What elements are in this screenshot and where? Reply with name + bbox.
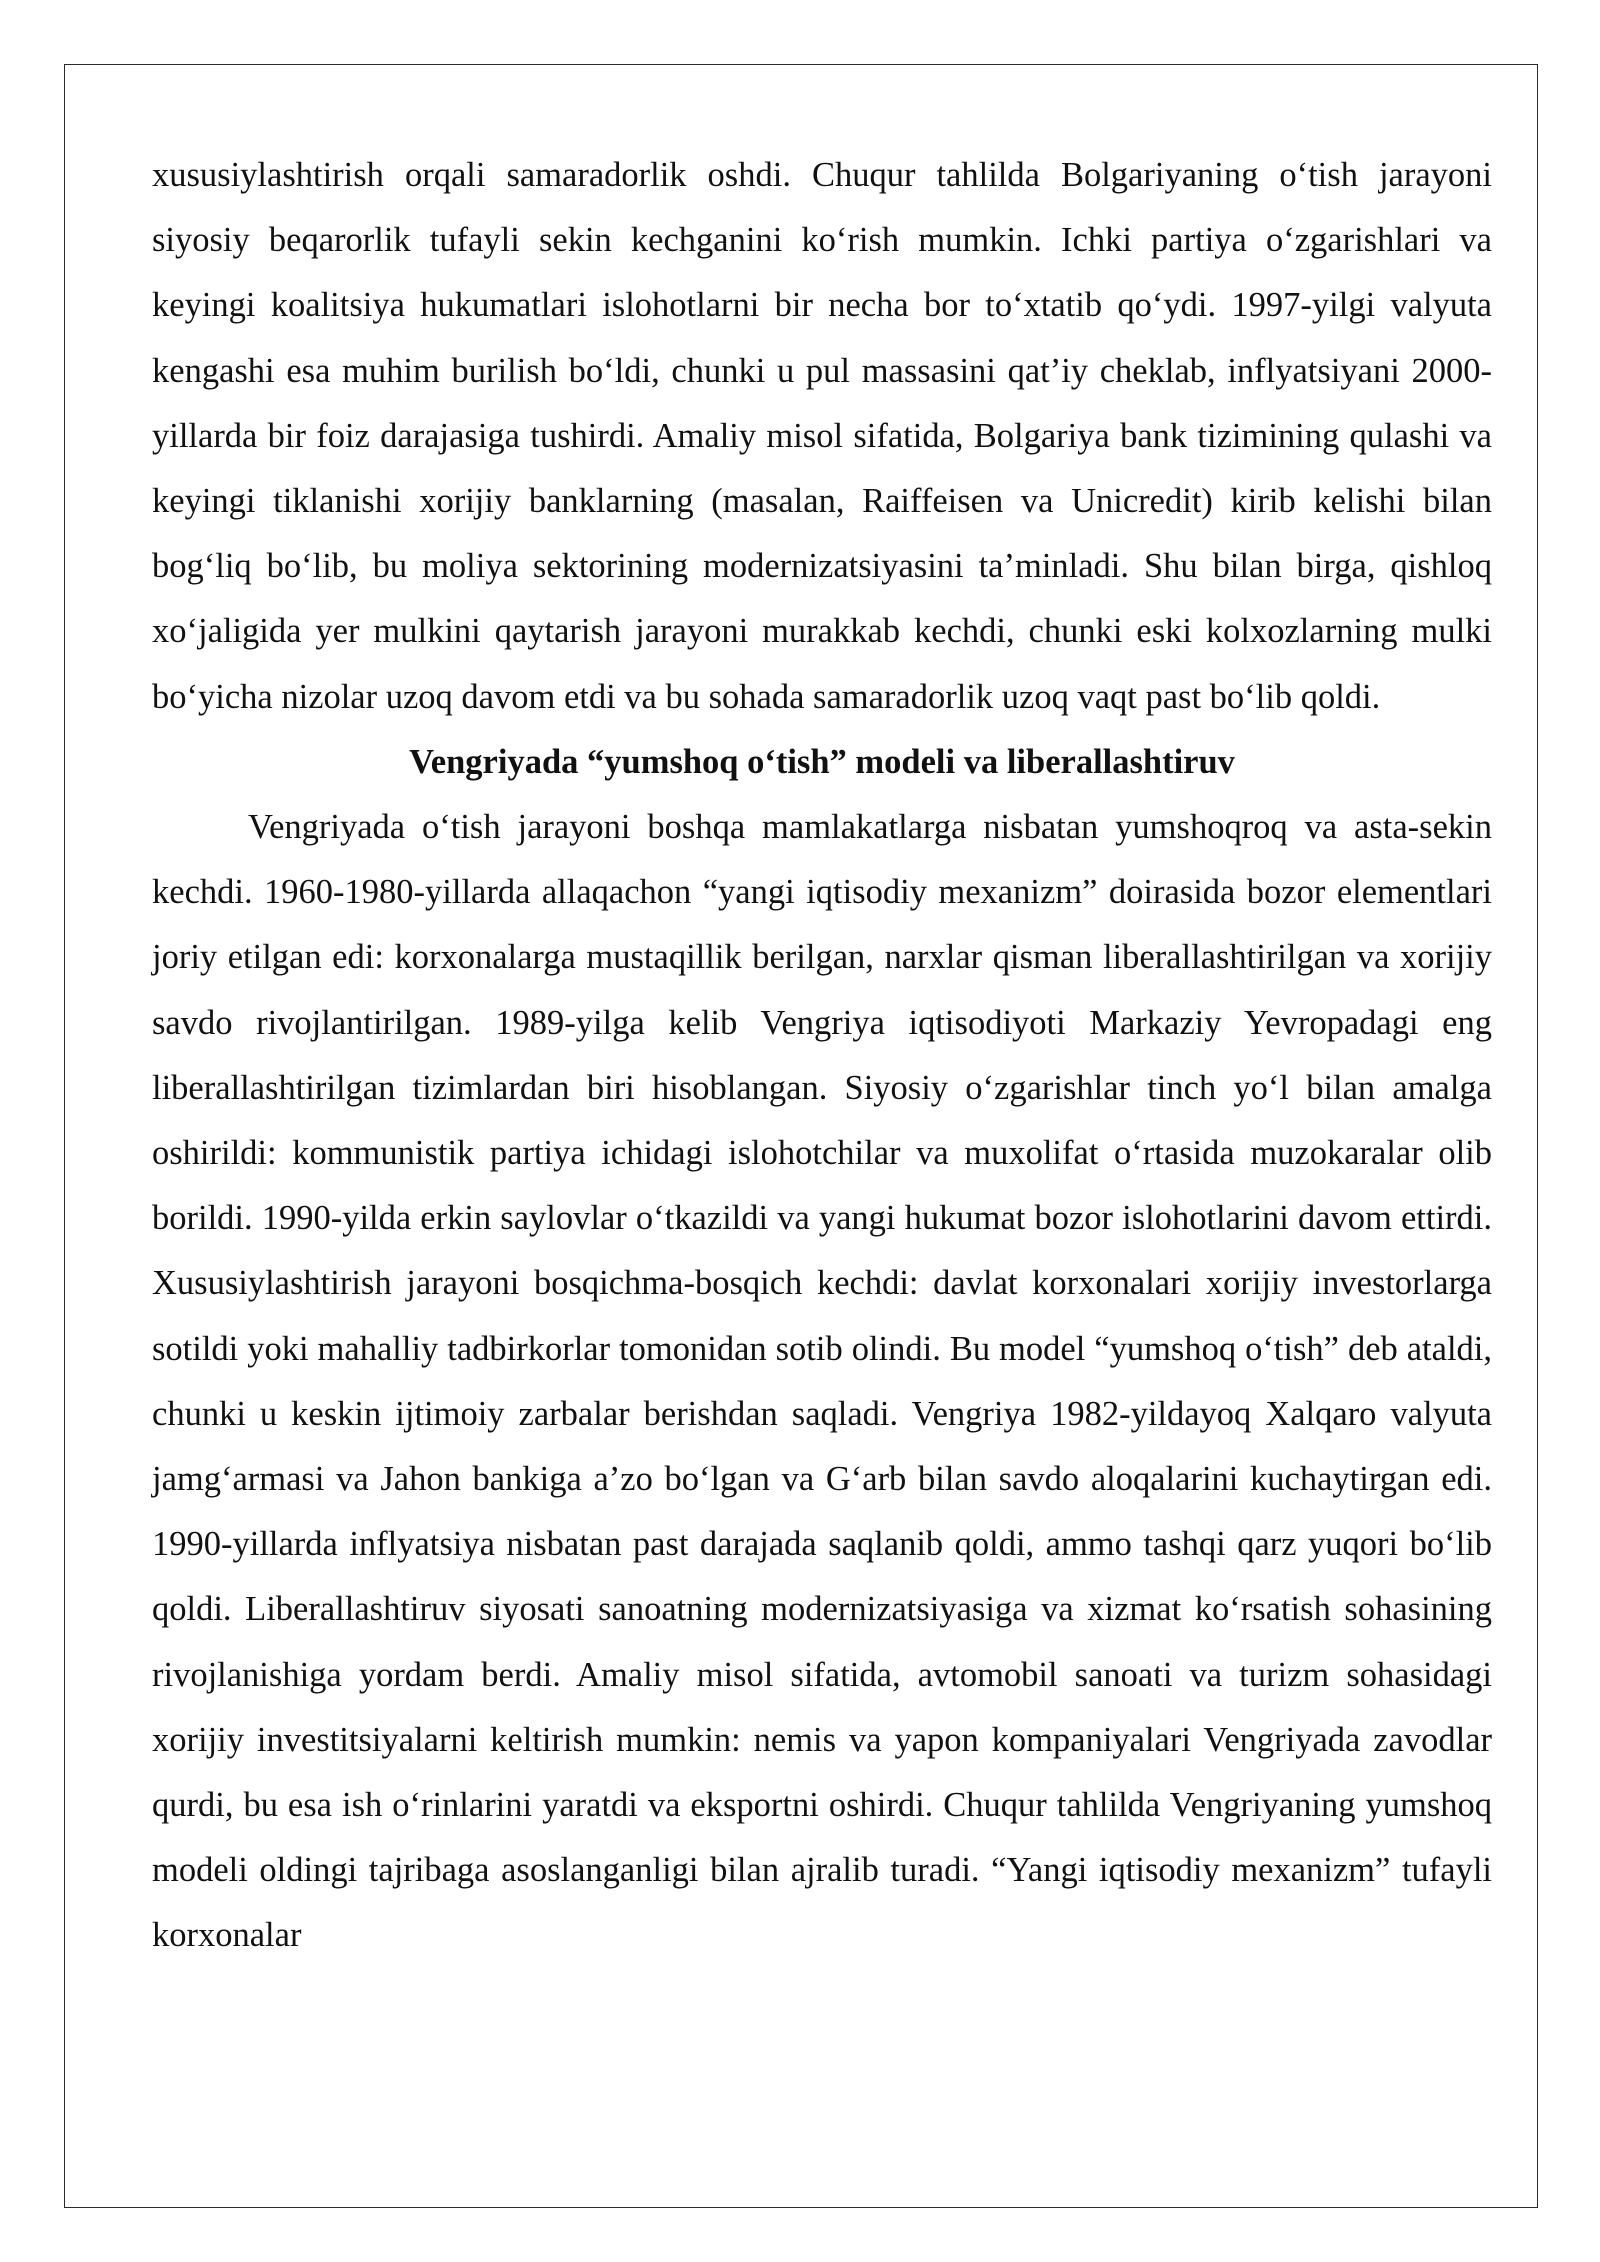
document-body — [152, 143, 1492, 1969]
section-heading-hungary: Vengriyada “yumshoq oʻtish” modeli va liberallashtiruv — [409, 742, 1235, 781]
paragraph-hungary: Vengriyada oʻtish jarayoni boshqa mamlakatlarga nisbatan yumshoqroq va asta-sekin kechdi. 1960-1980-yillarda allaqachon “yangi iqtisodiy mexanizm” doirasida bozor elementlari joriy etilgan edi: korxonalarga mustaqillik berilgan, narxlar qisman liberallashtirilgan va xorijiy savdo rivojlantirilgan. 1989-yilga kelib Vengriya iqtisodiyoti Markaziy Yevropadagi eng liberallashtirilgan tizimlardan biri hisoblangan. Siyosiy oʻzgarishlar tinch yoʻl bilan amalga oshirildi: kommunistik partiya ichidagi islohotchilar va muxolifat oʻrtasida muzokaralar olib borildi. 1990-yilda erkin saylovlar oʻtkazildi va yangi hukumat bozor islohotlarini davom ettirdi. Xususiylashtirish jarayoni bosqichma-bosqich kechdi: davlat korxonalari xorijiy investorlarga sotildi yoki mahalliy tadbirkorlar tomonidan sotib olindi. Bu model “yumshoq oʻtish” deb ataldi, chunki u keskin ijtimoiy zarbalar berishdan saqladi. Vengriya 1982-yildayoq Xalqaro valyuta jamgʻarmasi va Jahon bankiga a’zo boʻlgan va Gʻarb bilan savdo aloqalarini kuchaytirgan edi. 1990-yillarda inflyatsiya nisbatan past darajada saqlanib qoldi, ammo tashqi qarz yuqori boʻlib qoldi. Liberallashtiruv siyosati sanoatning modernizatsiyasiga va xizmat koʻrsatish sohasining rivojlanishiga yordam berdi. Amaliy misol sifatida, avtomobil sanoati va turizm sohasidagi xorijiy investitsiyalarni keltirish mumkin: nemis va yapon kompaniyalari Vengriyada zavodlar qurdi, bu esa ish oʻrinlarini yaratdi va eksportni oshirdi. Chuqur tahlilda Vengriyaning yumshoq modeli oldingi tajribaga asoslanganligi bilan ajralib turadi. “Yangi iqtisodiy mexanizm” tufayli korxonalar — [152, 808, 1492, 1955]
paragraph-bulgaria-continuation: xususiylashtirish orqali samaradorlik oshdi. Chuqur tahlilda Bolgariyaning oʻtish jarayoni siyosiy beqarorlik tufayli sekin kechganini koʻrish mumkin. Ichki partiya oʻzgarishlari va keyingi koalitsiya hukumatlari islohotlarni bir necha bor toʻxtatib qoʻydi. 1997-yilgi valyuta kengashi esa muhim burilish boʻldi, chunki u pul massasini qat’iy cheklab, inflyatsiyani 2000-yillarda bir foiz darajasiga tushirdi. Amaliy misol sifatida, Bolgariya bank tizimining qulashi va keyingi tiklanishi xorijiy banklarning (masalan, Raiffeisen va Unicredit) kirib kelishi bilan bogʻliq boʻlib, bu moliya sektorining modernizatsiyasini ta’minladi. Shu bilan birga, qishloq xoʻjaligida yer mulkini qaytarish jarayoni murakkab kechdi, chunki eski kolxozlarning mulki boʻyicha nizolar uzoq davom etdi va bu sohada samaradorlik uzoq vaqt past boʻlib qoldi. — [152, 156, 1492, 716]
